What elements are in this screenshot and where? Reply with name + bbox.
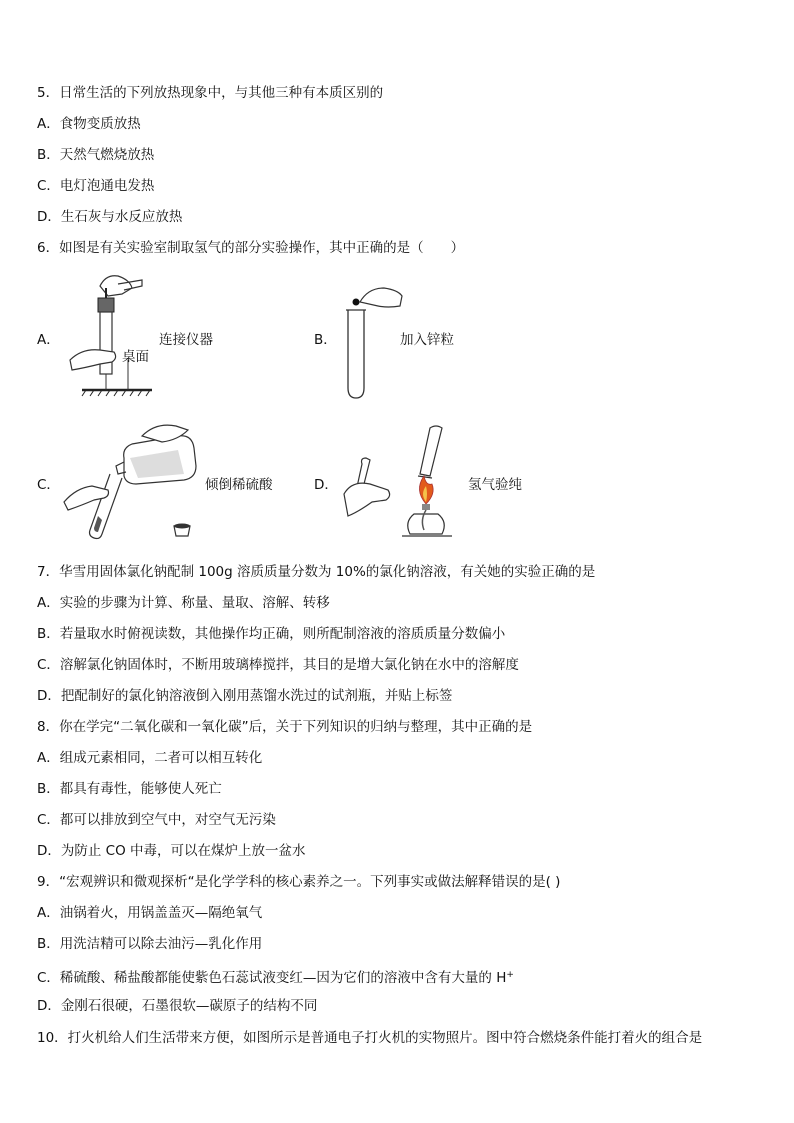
q9-option-b[interactable]: B．用洗洁精可以除去油污—乳化作用: [37, 936, 263, 952]
q7-option-a[interactable]: A．实验的步骤为计算、称量、量取、溶解、转移: [37, 595, 330, 611]
q6-figure-b-letter[interactable]: B．: [314, 332, 337, 348]
q8-option-b[interactable]: B．都具有毒性，能够使人死亡: [37, 781, 222, 797]
q8-stem: 8．你在学完“二氧化碳和一氧化碳”后，关于下列知识的归纳与整理，其中正确的是: [37, 719, 533, 735]
q6-figure-a-caption: 连接仪器: [159, 332, 213, 348]
q6-figure-c-letter[interactable]: C．: [37, 477, 60, 493]
q8-option-c[interactable]: C．都可以排放到空气中，对空气无污染: [37, 812, 276, 828]
q6-figure-d-caption: 氢气验纯: [468, 477, 522, 493]
q6-figure-a-image: [62, 268, 162, 398]
q6-figure-b-caption: 加入锌粒: [400, 332, 454, 348]
q7-option-c[interactable]: C．溶解氯化钠固体时，不断用玻璃棒搅拌，其目的是增大氯化钠在水中的溶解度: [37, 657, 519, 673]
ion-charge-superscript: +: [506, 970, 514, 980]
q6-figure-d-letter[interactable]: D．: [314, 477, 338, 493]
q6-stem: 6．如图是有关实验室制取氢气的部分实验操作，其中正确的是（ ）: [37, 240, 465, 256]
q10-stem: 10．打火机给人们生活带来方便，如图所示是普通电子打火机的实物照片。图中符合燃烧条件能打着火的组合是: [37, 1030, 703, 1046]
q9-stem: 9．“宏观辨识和微观探析“是化学学科的核心素养之一。下列事实或做法解释错误的是( ): [37, 874, 561, 890]
q6-figure-c-caption: 倾倒稀硫酸: [205, 477, 273, 493]
q8-option-a[interactable]: A．组成元素相同，二者可以相互转化: [37, 750, 263, 766]
q9-option-d[interactable]: D．金刚石很硬，石墨很软—碳原子的结构不同: [37, 998, 318, 1014]
q5-option-a[interactable]: A．食物变质放热: [37, 116, 141, 132]
q6-figure-d-image: [340, 424, 470, 540]
q6-figure-a-letter[interactable]: A．: [37, 332, 60, 348]
q5-option-d[interactable]: D．生石灰与水反应放热: [37, 209, 183, 225]
q7-stem: 7．华雪用固体氯化钠配制 100g 溶质质量分数为 10%的氯化钠溶液，有关她的实验正确的是: [37, 564, 596, 580]
q7-option-d[interactable]: D．把配制好的氯化钠溶液倒入刚用蒸馏水洗过的试剂瓶，并贴上标签: [37, 688, 453, 704]
q6-figure-a-table-label: 桌面: [122, 349, 149, 365]
q9-option-c-text: C．稀硫酸、稀盐酸都能使紫色石蕊试液变红—因为它们的溶液中含有大量的 H: [37, 970, 507, 986]
q5-option-c[interactable]: C．电灯泡通电发热: [37, 178, 155, 194]
q6-figure-c-image: [60, 418, 200, 540]
q8-option-d[interactable]: D．为防止 CO 中毒，可以在煤炉上放一盆水: [37, 843, 306, 859]
q7-option-b[interactable]: B．若量取水时俯视读数，其他操作均正确，则所配制溶液的溶质质量分数偏小: [37, 626, 506, 642]
q9-option-a[interactable]: A．油锅着火，用锅盖盖灭—隔绝氧气: [37, 905, 263, 921]
q9-option-c[interactable]: [37, 966, 514, 987]
q5-option-b[interactable]: B．天然气燃烧放热: [37, 147, 155, 163]
q5-stem: 5．日常生活的下列放热现象中，与其他三种有本质区别的: [37, 85, 384, 101]
